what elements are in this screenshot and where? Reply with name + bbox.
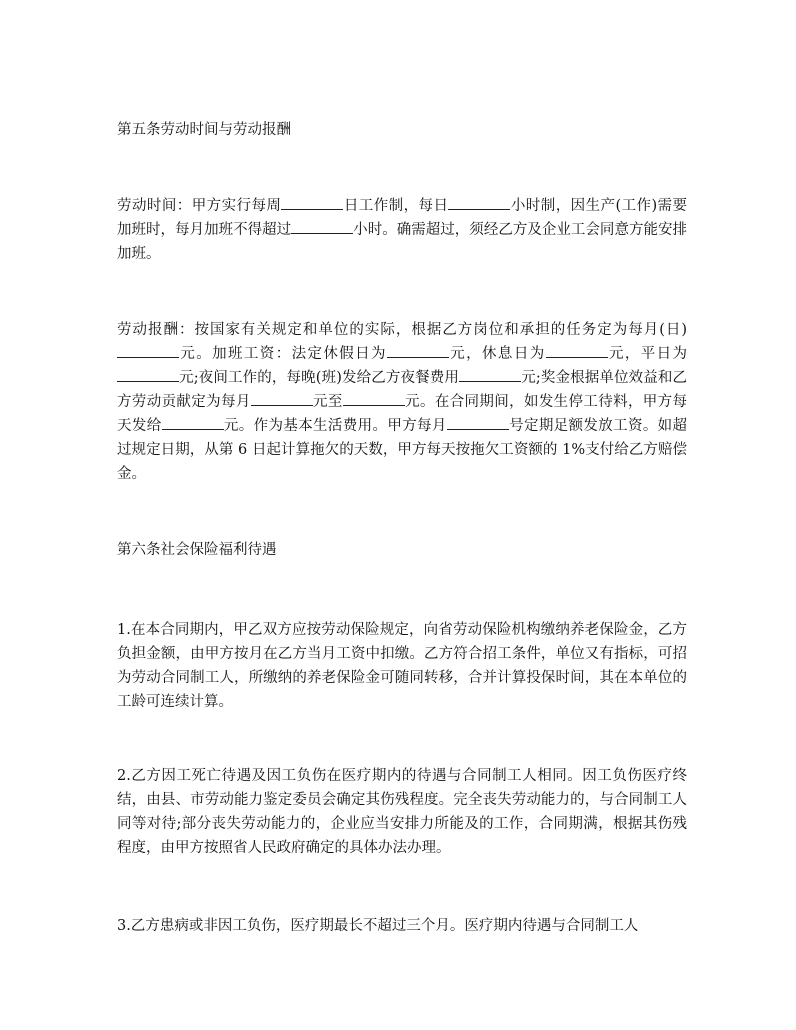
fill-blank[interactable] bbox=[459, 367, 521, 382]
fill-blank[interactable] bbox=[117, 367, 179, 382]
fill-blank[interactable] bbox=[343, 391, 405, 406]
text-segment: 号定期足额发放工资。如超过规定日期，从第 6 日起计算拖欠的天数，甲方每天按拖欠工资额的 1%支付给乙方赔偿金。 bbox=[117, 418, 688, 482]
text-segment: 小时制，因生产(工作)需要加班时，每月加班不得超过 bbox=[117, 198, 687, 238]
text-segment: 元。在合同期间，如发生停工待料，甲方每天发给 bbox=[117, 394, 688, 434]
section-5-heading: 第五条劳动时间与劳动报酬 bbox=[117, 122, 291, 138]
text-segment: 劳动时间：甲方实行每周 bbox=[117, 198, 282, 214]
illness-paragraph: 3.乙方患病或非因工负伤，医疗期最长不超过三个月。医疗期内待遇与合同制工人 bbox=[117, 918, 639, 934]
text-segment: 日工作制，每日 bbox=[343, 198, 449, 214]
section-6-heading: 第六条社会保险福利待遇 bbox=[117, 542, 277, 558]
text-segment: 元;奖金根据单位效益和乙方劳动贡献定为每月 bbox=[117, 370, 688, 410]
fill-blank[interactable] bbox=[447, 415, 509, 430]
text-segment: 元。作为基本生活费用。甲方每月 bbox=[223, 418, 447, 434]
fill-blank[interactable] bbox=[448, 195, 510, 210]
fill-blank[interactable] bbox=[162, 415, 224, 430]
remuneration-paragraph bbox=[117, 318, 687, 486]
fill-blank[interactable] bbox=[251, 391, 313, 406]
text-segment: 元;夜间工作的，每晚(班)发给乙方夜餐费用 bbox=[179, 370, 460, 386]
text-segment: 元至 bbox=[312, 394, 343, 410]
text-segment: 元，平日为 bbox=[607, 346, 688, 362]
text-segment: 元。加班工资：法定休假日为 bbox=[179, 346, 387, 362]
text-segment: 劳动报酬：按国家有关规定和单位的实际，根据乙方岗位和承担的任务定为每月(日) bbox=[117, 322, 687, 338]
text-segment: 小时。确需超过，须经乙方及企业工会同意方能安排加班。 bbox=[117, 222, 687, 262]
working-hours-paragraph bbox=[117, 194, 687, 266]
fill-blank[interactable] bbox=[281, 195, 343, 210]
pension-insurance-paragraph: 1.在本合同期内，甲乙双方应按劳动保险规定，向省劳动保险机构缴纳养老保险金，乙方负担金额，由甲方按月在乙方当月工资中扣缴。乙方符合招工条件，单位又有指标，可招为劳动合同制工人，所缴纳的养老保险金可随同转移，合并计算投保时间，其在本单位的工龄可连续计算。 bbox=[117, 622, 687, 710]
work-injury-paragraph: 2.乙方因工死亡待遇及因工负伤在医疗期内的待遇与合同制工人相同。因工负伤医疗终结，由县、市劳动能力鉴定委员会确定其伤残程度。完全丧失劳动能力的，与合同制工人同等对待;部分丧失劳动能力的，企业应当安排力所能及的工作，合同期满，根据其伤残程度，由甲方按照省人民政府确定的具体办法办理。 bbox=[117, 768, 687, 856]
fill-blank[interactable] bbox=[117, 343, 179, 358]
fill-blank[interactable] bbox=[546, 343, 608, 358]
fill-blank[interactable] bbox=[291, 219, 353, 234]
fill-blank[interactable] bbox=[387, 343, 449, 358]
text-segment: 元，休息日为 bbox=[448, 346, 546, 362]
